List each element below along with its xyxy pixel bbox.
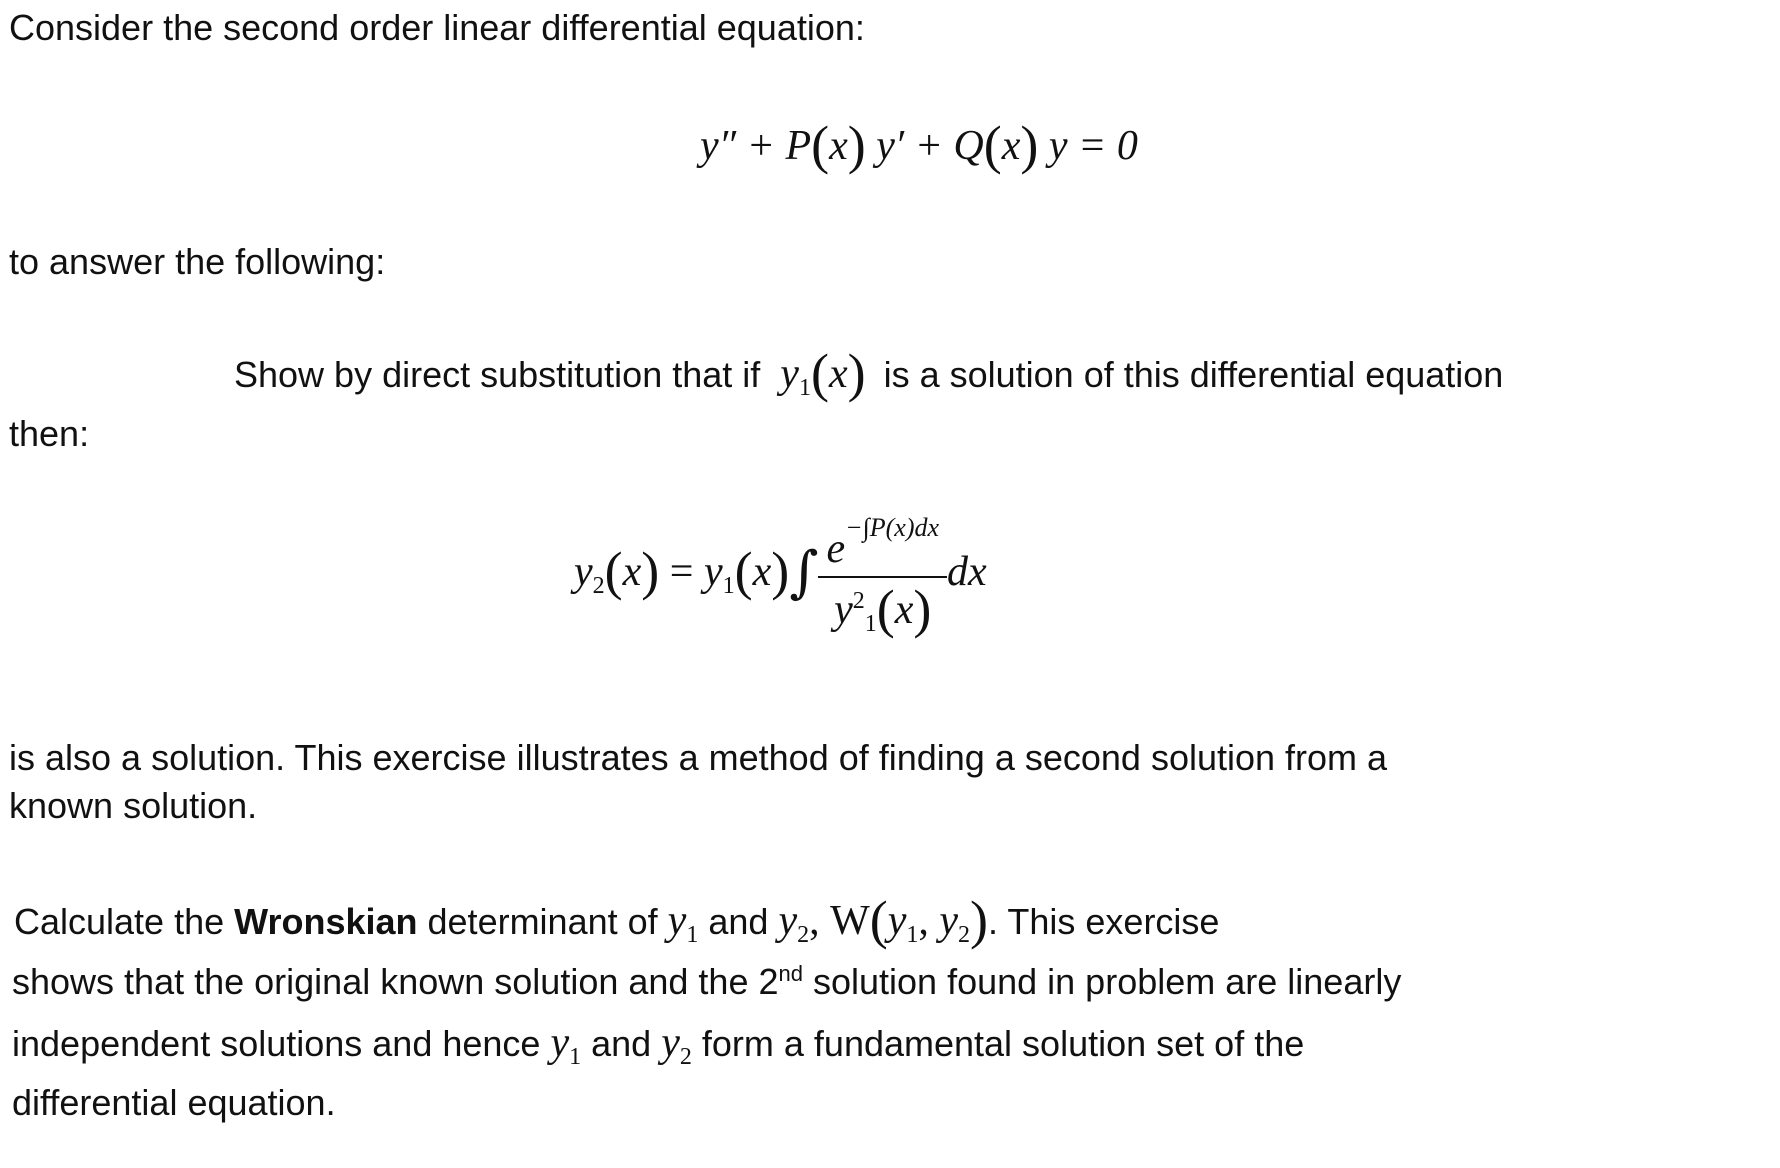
comma: ,	[918, 898, 929, 944]
math-x: x	[752, 549, 772, 596]
math-sub: 2	[592, 573, 605, 600]
and-text: and	[591, 1023, 652, 1064]
exponent: −∫P(x)dx	[845, 513, 940, 542]
equals: =	[659, 549, 704, 596]
math-y: y	[574, 549, 593, 596]
comma: ,	[809, 898, 820, 944]
also-line-2: known solution.	[9, 785, 258, 826]
math-y: y	[778, 898, 798, 944]
indep-after: form a fundamental solution set of the	[701, 1023, 1305, 1064]
shows-before: shows that the original known solution and the 2	[12, 961, 779, 1002]
math-e: e	[826, 526, 846, 572]
final-line: differential equation.	[12, 1082, 336, 1123]
calc-after: . This exercise	[988, 901, 1220, 942]
math-sub: 1	[906, 922, 919, 948]
math-x: x	[622, 549, 642, 596]
ode-part: y″ + P	[700, 123, 812, 169]
independent-line	[12, 1022, 1304, 1069]
math-y: y	[703, 549, 723, 596]
wronskian-W: W	[830, 898, 870, 944]
math-dx: dx	[947, 549, 987, 596]
math-sub: 2	[797, 922, 810, 948]
math-y: y	[661, 1020, 680, 1066]
wronskian-bold: Wronskian	[234, 901, 418, 942]
show-statement: Show by direct substitution that if $y_1(x)$ is a solution of this differential equation	[234, 343, 1504, 403]
ode-part: y′ + Q	[865, 123, 984, 169]
show-after: is a solution of this differential equation	[883, 354, 1504, 395]
math-y: y	[780, 351, 799, 397]
shows-after: solution found in problem are linearly	[802, 961, 1402, 1002]
ode-equation: y″ + P(x) y′ + Q(x) y = 0	[700, 115, 1138, 175]
math-y: y	[887, 898, 907, 944]
math-y: y	[834, 587, 853, 633]
also-line-1: is also a solution. This exercise illustrates a method of finding a second solution from a	[9, 737, 1388, 778]
intro-text: Consider the second order linear differential equation:	[9, 7, 865, 48]
math-sub: 1	[798, 375, 811, 401]
math-x: x	[894, 587, 914, 633]
math-sub: 2	[958, 922, 971, 948]
indep-before: independent solutions and hence	[12, 1023, 541, 1064]
shows-line	[12, 963, 1401, 1000]
integral-sign: ∫	[789, 540, 819, 606]
math-sub: 1	[864, 611, 877, 637]
calc-mid: determinant of	[417, 901, 658, 942]
math-sub: 1	[686, 922, 699, 948]
math-sup: 2	[852, 588, 865, 614]
ode-var: x	[829, 123, 848, 169]
calc-before: Calculate the	[14, 901, 235, 942]
math-sub: 1	[569, 1044, 582, 1070]
math-y: y	[550, 1020, 570, 1066]
answer-following-text: to answer the following:	[9, 241, 386, 282]
ode-part: y = 0	[1038, 123, 1138, 169]
math-y: y	[667, 898, 687, 944]
math-y: y	[939, 898, 959, 944]
wronskian-statement: Calculate the Wronskian determinant of $y_1$ and $y_2$, $W(y_1$, $y_2$). This exercise	[14, 890, 1220, 950]
show-before: Show by direct substitution that if	[234, 354, 761, 395]
ode-var: x	[1001, 123, 1021, 169]
and-text: and	[708, 901, 769, 942]
then-text: then:	[9, 413, 90, 454]
math-x: x	[828, 351, 848, 397]
fraction: $\frac{e^{-\int P(x)dx}}{y^2_1(x)}$	[818, 515, 947, 636]
reduction-formula: $y_2(x) = y_1(x)\int$ $\frac{e^{-\int P(x)dx}}{y^2_1(x)}$ dx	[574, 513, 987, 639]
math-sub: 2	[679, 1044, 692, 1070]
ordinal-sup: nd	[778, 961, 803, 986]
math-sub: 1	[722, 573, 735, 600]
